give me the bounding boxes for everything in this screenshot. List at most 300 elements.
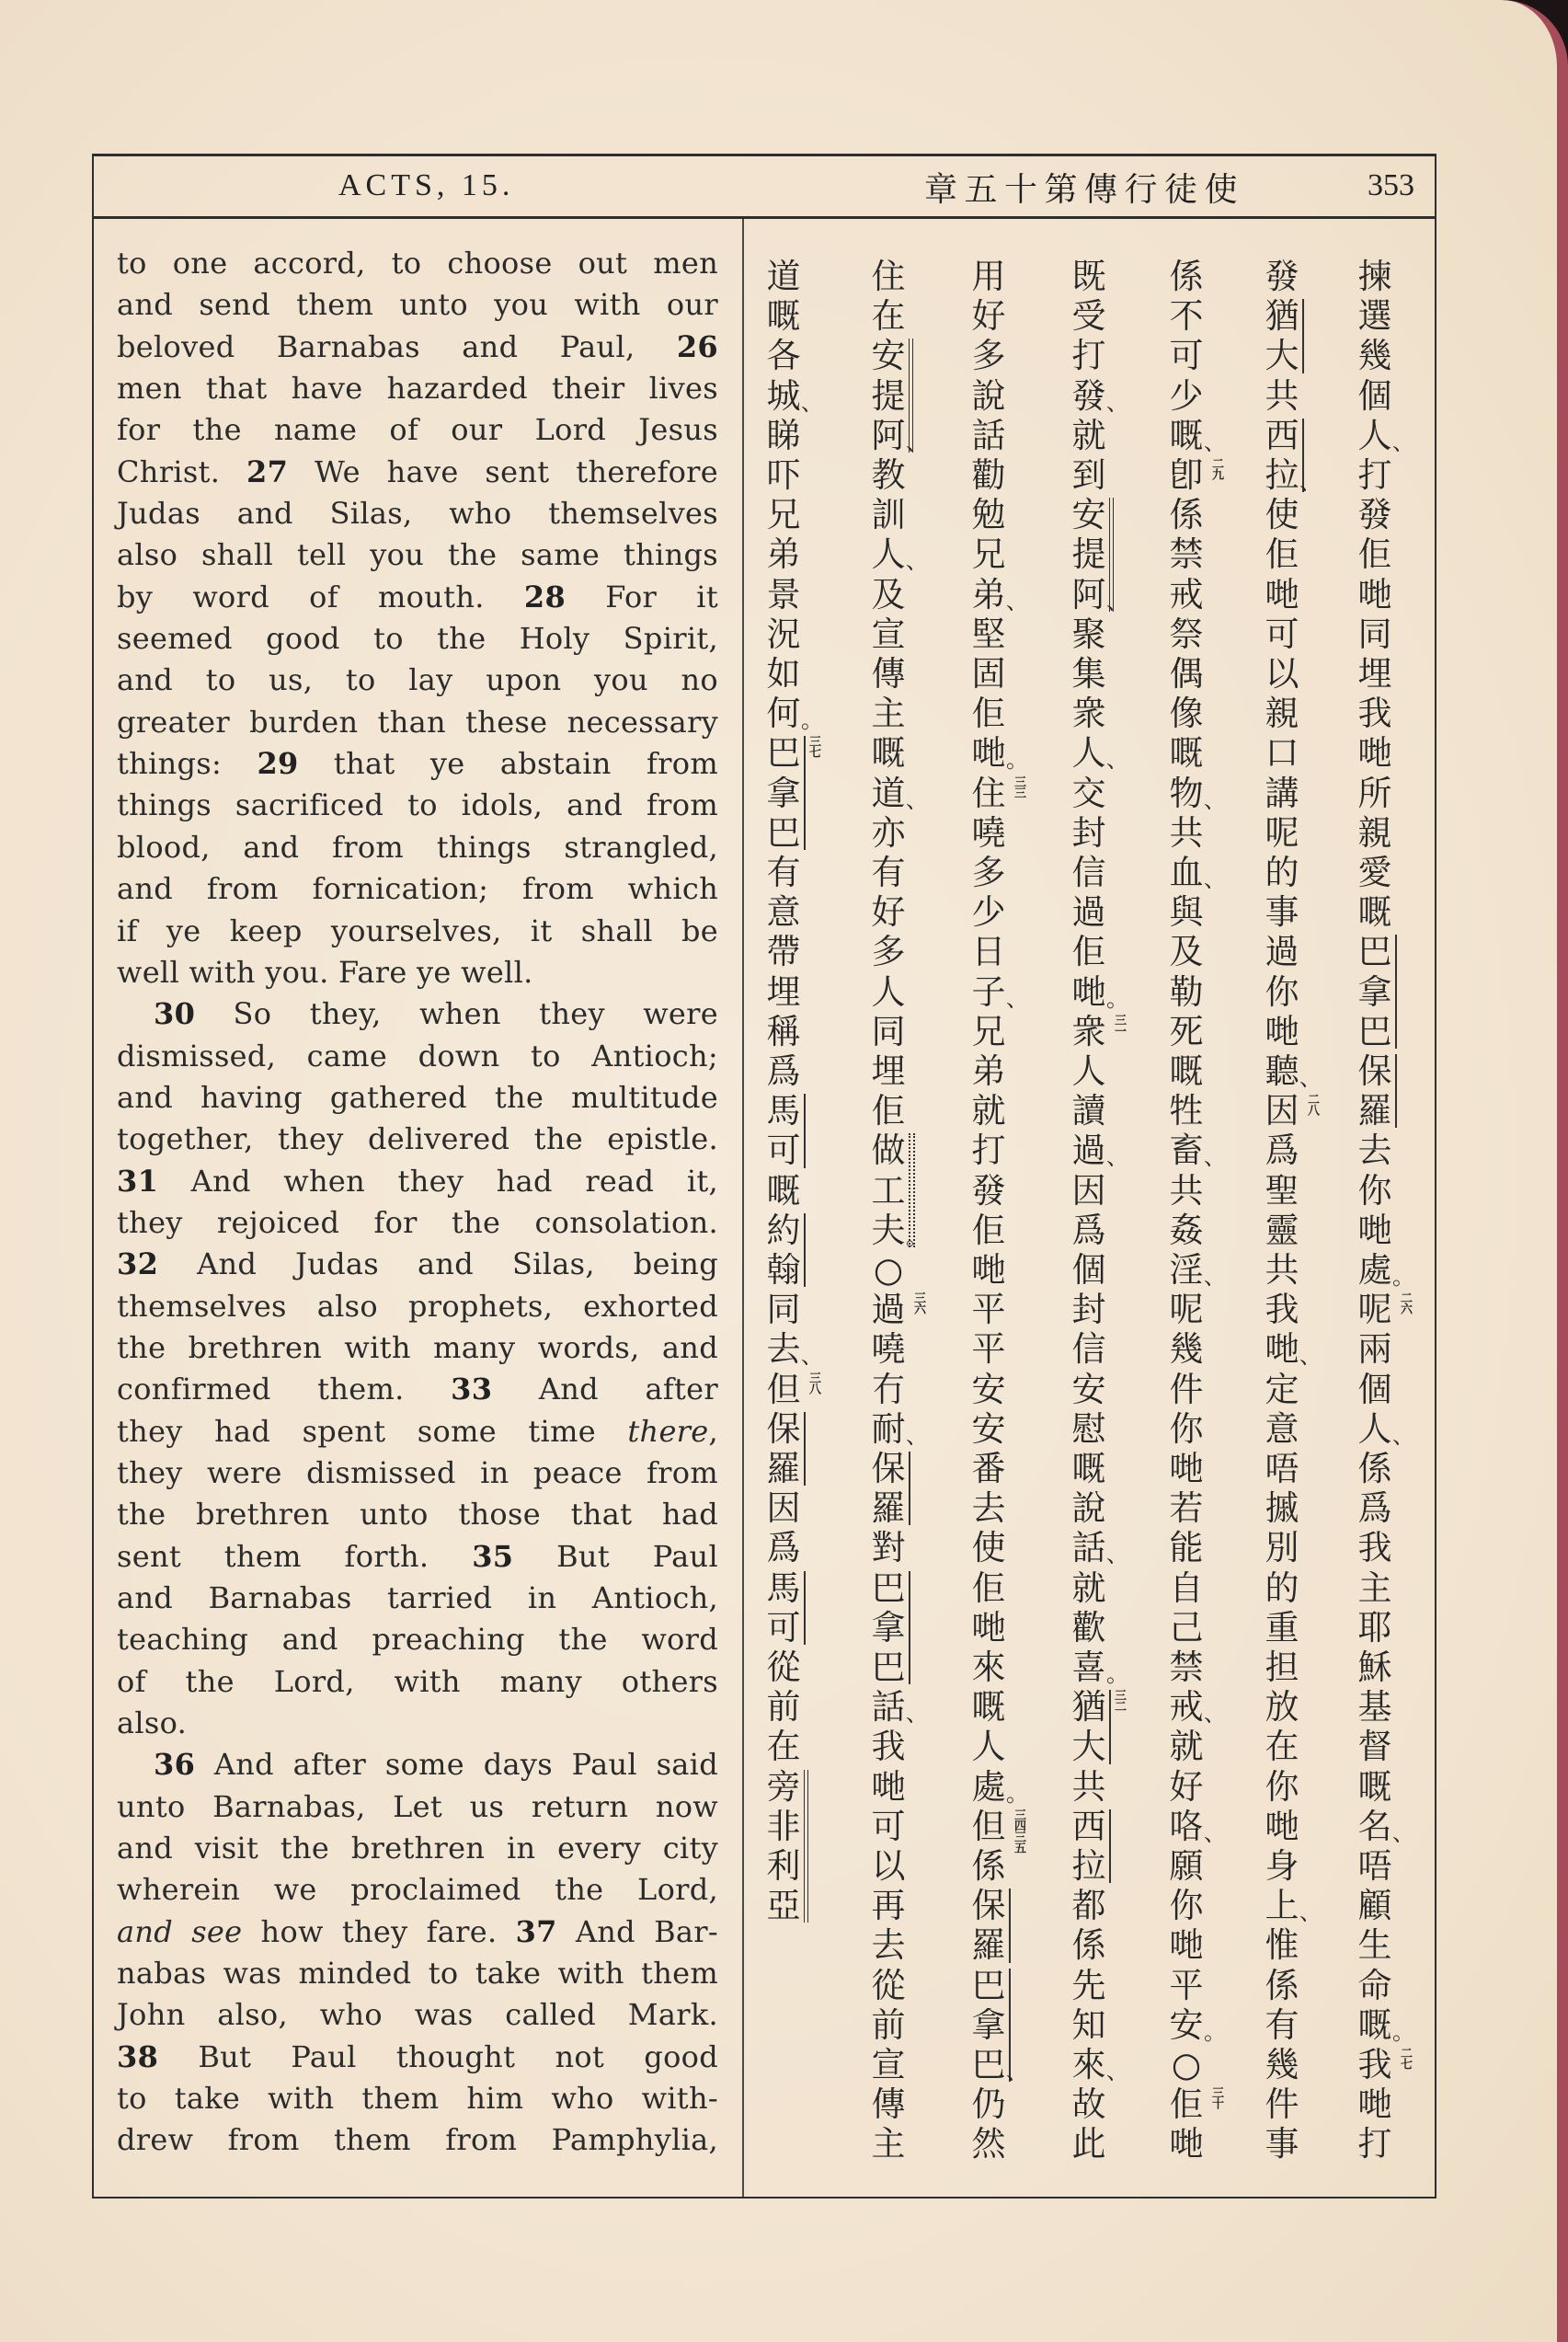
verse-number: 三七 <box>807 735 820 758</box>
cjk-char: 偶 <box>1169 654 1204 694</box>
cjk-char: 哋 <box>1169 1925 1204 1966</box>
cjk-char: 哋 <box>1357 1210 1392 1250</box>
cjk-char: 靈 <box>1265 1210 1299 1250</box>
english-text-run: and visit the brethren in every city <box>117 1831 718 1866</box>
english-text-run: together, they delivered the epistle. <box>117 1121 718 1157</box>
proper-name-mark <box>804 1571 806 1645</box>
cjk-char: 大 <box>1071 1727 1106 1767</box>
proper-name-mark <box>909 1452 910 1525</box>
cjk-char: 去 <box>1357 1131 1392 1171</box>
english-text-run: Judas and Silas, who themselves <box>117 496 718 532</box>
cjk-char: 畜 <box>1169 1131 1204 1171</box>
cjk-char: 我 <box>1357 2045 1392 2084</box>
proper-name-mark <box>1302 299 1304 373</box>
cjk-char: 同 <box>871 1011 906 1051</box>
english-line <box>117 284 718 326</box>
cjk-char: 愛 <box>1357 853 1392 892</box>
cjk-char: 人 <box>871 971 906 1012</box>
cjk-char: 弟 <box>766 534 801 575</box>
english-line <box>117 868 718 910</box>
cjk-char: 安 <box>1071 1369 1106 1409</box>
punctuation: 、 <box>1204 1701 1226 1728</box>
cjk-char: 嘵 <box>971 812 1006 853</box>
english-line <box>117 1578 718 1619</box>
cjk-char: 係 <box>1265 1965 1299 2005</box>
cjk-char: 哋 <box>1265 1806 1299 1846</box>
punctuation: 、 <box>906 786 928 813</box>
cjk-char: 巴 <box>871 1647 906 1687</box>
cjk-char: 歡 <box>1071 1607 1106 1647</box>
cjk-char: 佢 <box>971 694 1006 734</box>
cjk-char: 口 <box>1265 733 1299 774</box>
cjk-char: 在 <box>871 296 906 337</box>
cjk-char: 親 <box>1357 812 1392 853</box>
english-text-run: to one accord, to choose out men <box>117 246 718 281</box>
cjk-char: 嘅 <box>1169 415 1204 455</box>
punctuation: 、 <box>1006 2059 1028 2084</box>
cjk-char: 羅 <box>766 1449 801 1488</box>
cjk-char: 安 <box>971 1408 1006 1449</box>
cjk-char: 住 <box>871 257 906 296</box>
english-text-run: the brethren unto those that had <box>117 1497 718 1533</box>
cjk-char: 呢 <box>1265 812 1299 853</box>
verse-number: 37 <box>515 1913 557 1949</box>
cjk-char: 哋 <box>1265 1329 1299 1370</box>
cjk-char: 基 <box>1357 1687 1392 1728</box>
english-text-run: sent them forth. <box>117 1538 473 1574</box>
cjk-char: 可 <box>871 1806 906 1846</box>
cjk-char: 主 <box>871 694 906 734</box>
verse-number: 32 <box>117 1246 159 1282</box>
cjk-char: 與 <box>1169 892 1204 933</box>
cjk-char: 生 <box>1357 1925 1392 1966</box>
cjk-char: 不 <box>1169 296 1204 337</box>
cjk-char: 兩 <box>1357 1329 1392 1370</box>
english-text-run: if ye keep yourselves, it shall be <box>117 913 718 948</box>
cjk-char: 故 <box>1071 2084 1106 2125</box>
cjk-char: 亦 <box>871 812 906 853</box>
verse-number: 二八 <box>1305 1093 1319 1116</box>
cjk-char: 聖 <box>1265 1170 1299 1211</box>
cjk-char: 安 <box>971 1369 1006 1409</box>
english-line <box>117 952 718 993</box>
proper-name-mark <box>1109 1809 1111 1883</box>
cjk-char: 主 <box>871 2124 906 2164</box>
cjk-char: 去 <box>971 1488 1006 1529</box>
cjk-char: 人 <box>1071 1051 1106 1091</box>
verse-number: 二六 <box>1398 1292 1412 1315</box>
cjk-char: 以 <box>1265 654 1299 694</box>
cjk-char: 哋 <box>1169 2124 1204 2164</box>
cjk-char: 可 <box>1265 614 1299 654</box>
english-line <box>117 1953 718 1994</box>
english-line <box>117 1161 718 1202</box>
cjk-char: 就 <box>1169 1727 1204 1767</box>
english-line <box>117 743 718 785</box>
verse-number: 29 <box>257 746 299 782</box>
english-text-run: And after <box>492 1372 718 1407</box>
cjk-char: 提 <box>871 375 906 416</box>
punctuation: 、 <box>1392 429 1414 455</box>
punctuation: 。 <box>1392 2018 1414 2045</box>
cjk-char: 身 <box>1265 1846 1299 1886</box>
english-line <box>117 1077 718 1119</box>
place-name-mark <box>804 1770 808 1923</box>
cjk-char: 受 <box>1071 296 1106 337</box>
cjk-char: 係 <box>971 1846 1006 1886</box>
cjk-char: 對 <box>871 1528 906 1568</box>
cjk-char: 哋 <box>1071 971 1106 1012</box>
cjk-char: 冇 <box>871 1369 906 1409</box>
cjk-char: 名 <box>1357 1806 1392 1846</box>
cjk-char: 阿 <box>1071 574 1106 614</box>
cjk-char: 可 <box>766 1131 801 1171</box>
verse-number: 二九 <box>1209 457 1223 479</box>
english-line <box>117 1369 718 1410</box>
punctuation: 、 <box>801 1343 823 1370</box>
cjk-char: 係 <box>1169 257 1204 296</box>
english-line <box>117 1202 718 1244</box>
cjk-char: 猶 <box>1265 296 1299 337</box>
verse-number: 26 <box>676 328 718 364</box>
punctuation: 、 <box>1106 389 1128 416</box>
header-rule <box>92 216 1436 219</box>
cjk-char: 讀 <box>1071 1091 1106 1131</box>
punctuation: 、 <box>906 548 928 575</box>
cjk-char: 在 <box>1265 1727 1299 1767</box>
cjk-char: 物 <box>1169 773 1204 813</box>
cjk-char: 勉 <box>971 495 1006 535</box>
english-text-run: dismissed, came down to Antioch; <box>117 1038 718 1073</box>
cjk-char: 打 <box>1357 2124 1392 2164</box>
cjk-char: 戒 <box>1169 574 1204 614</box>
cjk-char: 安 <box>1169 2004 1204 2045</box>
cjk-char: 何 <box>766 694 801 734</box>
cjk-char: 羅 <box>971 1925 1006 1966</box>
cjk-char: 堅 <box>971 614 1006 654</box>
verse-number: 38 <box>117 2038 159 2074</box>
cjk-char: 幾 <box>1357 336 1392 376</box>
proper-name-mark <box>1395 935 1397 1049</box>
english-text-run: also shall tell you the same things <box>117 537 718 573</box>
english-line <box>117 243 718 284</box>
cjk-char: 使 <box>971 1528 1006 1568</box>
cjk-char: 多 <box>971 853 1006 892</box>
english-line <box>117 993 718 1035</box>
english-text-run: But Paul <box>513 1538 718 1574</box>
cjk-char: 佢 <box>1071 932 1106 972</box>
cjk-char: 共 <box>1265 1250 1299 1290</box>
cjk-char: 我 <box>1357 694 1392 734</box>
cjk-char: 因 <box>1265 1091 1299 1131</box>
english-text-run: the brethren with many words, and <box>117 1329 718 1365</box>
cjk-char: 耶 <box>1357 1607 1392 1647</box>
english-line <box>117 2119 718 2161</box>
cjk-char: 夫 <box>871 1210 906 1250</box>
cjk-char: 封 <box>1071 812 1106 853</box>
punctuation: 。 <box>1006 1780 1028 1807</box>
cjk-char: 爲 <box>1265 1131 1299 1171</box>
cjk-char: 話 <box>1071 1528 1106 1568</box>
cjk-char: 日 <box>971 932 1006 972</box>
cjk-char: 子 <box>971 971 1006 1012</box>
cjk-char: 過 <box>871 1290 906 1330</box>
cjk-char: 發 <box>971 1170 1006 1211</box>
cjk-char: 幾 <box>1169 1329 1204 1370</box>
cjk-char: 共 <box>1169 812 1204 853</box>
cjk-char: 宣 <box>871 2045 906 2084</box>
cjk-char: 同 <box>766 1290 801 1330</box>
cjk-char: 發 <box>1357 495 1392 535</box>
cjk-char: 聚 <box>1071 614 1106 654</box>
cjk-char: 佢 <box>1169 2084 1204 2125</box>
cjk-char: 弟 <box>971 574 1006 614</box>
cjk-char: 在 <box>766 1727 801 1767</box>
cjk-char: 吓 <box>766 455 801 495</box>
cjk-char: 禁 <box>1169 1647 1204 1687</box>
english-text-run: for the name of our Lord Jesus <box>117 412 718 448</box>
cjk-char: 哋 <box>971 1250 1006 1290</box>
cjk-char: 別 <box>1265 1528 1299 1568</box>
cjk-char: 哋 <box>871 1766 906 1807</box>
cjk-char: 卽 <box>1169 455 1204 495</box>
proper-name-mark <box>1109 1690 1111 1763</box>
cjk-char: 多 <box>871 932 906 972</box>
punctuation: 、 <box>801 389 823 416</box>
cjk-char: 教 <box>871 455 906 495</box>
cjk-char: 少 <box>971 892 1006 933</box>
cjk-char: 嘅 <box>1169 1051 1204 1091</box>
english-text-run: and from fornication; from which <box>117 871 718 907</box>
english-line <box>117 1036 718 1077</box>
cjk-char: 好 <box>971 296 1006 337</box>
cjk-char: 揀 <box>1357 257 1392 296</box>
punctuation: 、 <box>1299 469 1322 495</box>
english-line <box>117 1244 718 1285</box>
cjk-char: 拉 <box>1265 455 1299 495</box>
cjk-char: 先 <box>1071 1965 1106 2005</box>
cjk-char: 唔 <box>1357 1846 1392 1886</box>
punctuation: 。 <box>1392 1264 1414 1290</box>
cjk-char: 打 <box>1357 455 1392 495</box>
english-text-run: seemed good to the Holy Spirit, <box>117 621 718 657</box>
cjk-char: 督 <box>1357 1727 1392 1767</box>
cjk-char: 城 <box>766 375 801 416</box>
english-line <box>117 1786 718 1828</box>
cjk-char: 拿 <box>766 773 801 813</box>
cjk-char: 嘅 <box>1357 892 1392 933</box>
cjk-char: 親 <box>1265 694 1299 734</box>
cjk-char: 主 <box>1357 1567 1392 1608</box>
cjk-char: 選 <box>1357 296 1392 337</box>
cjk-char: 耐 <box>871 1408 906 1449</box>
cjk-char: 穌 <box>1357 1647 1392 1687</box>
cjk-char: 我 <box>1357 1528 1392 1568</box>
cjk-char: 及 <box>1169 932 1204 972</box>
verse-number: 28 <box>523 579 567 614</box>
cjk-char: 說 <box>1071 1488 1106 1529</box>
verse-number: 三六 <box>911 1292 925 1315</box>
english-line <box>117 409 718 451</box>
english-line <box>117 1661 718 1703</box>
cjk-char: 像 <box>1169 694 1204 734</box>
proper-name-mark <box>804 1213 806 1287</box>
cjk-char: 埋 <box>1357 654 1392 694</box>
cjk-char: 血 <box>1169 853 1204 892</box>
cjk-char: 爲 <box>766 1051 801 1091</box>
english-line <box>117 2037 718 2078</box>
english-line <box>117 534 718 576</box>
cjk-char: 佢 <box>871 1091 906 1131</box>
cjk-char: 平 <box>1169 1965 1204 2005</box>
running-head-english: ACTS, 15. <box>338 168 515 202</box>
cjk-char: 你 <box>1169 1408 1204 1449</box>
cjk-char: 個 <box>1357 1369 1392 1409</box>
cjk-char: 約 <box>766 1210 801 1250</box>
punctuation: 。 <box>906 1223 928 1250</box>
english-text-run: and having gathered the multitude <box>117 1079 718 1115</box>
cjk-char: 姦 <box>1169 1210 1204 1250</box>
cjk-char: 嘅 <box>1071 1449 1106 1488</box>
cjk-char: 過 <box>1265 932 1299 972</box>
cjk-char: 西 <box>1265 415 1299 455</box>
cjk-char: 嘵 <box>871 1329 906 1370</box>
english-text-run: blood, and from things strangled, <box>117 829 718 865</box>
cjk-char: 來 <box>971 1647 1006 1687</box>
english-line <box>117 493 718 534</box>
cjk-char: 戒 <box>1169 1687 1204 1728</box>
cjk-char: 兄 <box>766 495 801 535</box>
cjk-char: 若 <box>1169 1488 1204 1529</box>
cjk-char: 知 <box>1071 2004 1106 2045</box>
cjk-char: 巴 <box>971 2045 1006 2084</box>
cjk-char: 巴 <box>1357 932 1392 972</box>
cjk-char: 佢 <box>971 1210 1006 1250</box>
cjk-char: 前 <box>871 2004 906 2045</box>
cjk-char: 爲 <box>766 1528 801 1568</box>
cjk-char: 如 <box>766 654 801 694</box>
english-line <box>117 327 718 368</box>
cjk-char: 因 <box>1071 1170 1106 1211</box>
punctuation: 、 <box>1204 429 1226 455</box>
cjk-char: 你 <box>1357 1170 1392 1211</box>
cjk-char: 有 <box>871 853 906 892</box>
punctuation: 、 <box>1392 1422 1414 1449</box>
cjk-char: 共 <box>1265 375 1299 416</box>
cjk-char: 嘅 <box>1357 1766 1392 1807</box>
cjk-char: 傳 <box>871 654 906 694</box>
cjk-char: 呢 <box>1357 1290 1392 1330</box>
cjk-char: 勒 <box>1169 971 1204 1012</box>
cjk-char: 係 <box>1071 1925 1106 1966</box>
cjk-char: 件 <box>1265 2084 1299 2125</box>
punctuation: 、 <box>1204 1820 1226 1846</box>
cjk-char: 大 <box>1265 336 1299 376</box>
punctuation: 、 <box>1299 1900 1322 1926</box>
punctuation: 。 <box>801 707 823 734</box>
punctuation: 、 <box>1204 1144 1226 1171</box>
cjk-char: 有 <box>766 853 801 892</box>
english-text-run: that ye abstain from <box>298 746 718 782</box>
proper-name-mark <box>804 1094 806 1167</box>
cjk-char: 訓 <box>871 495 906 535</box>
english-text-run: men that have hazarded their lives <box>117 371 718 407</box>
cjk-char: 睇 <box>766 415 801 455</box>
cjk-char: 景 <box>766 574 801 614</box>
cjk-char: 巴 <box>871 1567 906 1608</box>
english-text-run: and to us, to lay upon you no <box>117 662 718 698</box>
chinese-text-column <box>745 220 1436 2196</box>
cjk-char: 哋 <box>1357 574 1392 614</box>
cjk-char: 能 <box>1169 1528 1204 1568</box>
cjk-char: 你 <box>1265 971 1299 1012</box>
english-line <box>117 1411 718 1452</box>
punctuation: 、 <box>1204 867 1226 892</box>
english-text-run: they were dismissed in peace from <box>117 1454 718 1490</box>
cjk-char: 嘅 <box>1169 733 1204 774</box>
cjk-char: 都 <box>1071 1886 1106 1926</box>
english-text-run: wherein we proclaimed the Lord, <box>117 1872 718 1908</box>
cjk-char: 猶 <box>1071 1687 1106 1728</box>
italic-text: there <box>627 1413 709 1449</box>
cjk-char: 聽 <box>1265 1051 1299 1091</box>
cjk-char: 去 <box>766 1329 801 1370</box>
cjk-char: 人 <box>971 1727 1006 1767</box>
cjk-char: 好 <box>1169 1766 1204 1807</box>
cjk-char: 嘅 <box>871 733 906 774</box>
english-text-run: well with you. Fare ye well. <box>117 954 533 990</box>
cjk-char: 意 <box>766 892 801 933</box>
cjk-char: 哋 <box>1357 2084 1392 2125</box>
cjk-char: 從 <box>871 1965 906 2005</box>
italic-text: and see <box>117 1913 243 1949</box>
english-text-run: they had spent some time <box>117 1413 628 1449</box>
cjk-char: 非 <box>766 1806 801 1846</box>
punctuation: 、 <box>1106 1542 1128 1568</box>
english-text-run: and Barnabas tarried in Antioch, <box>117 1580 718 1615</box>
cjk-char: 放 <box>1265 1687 1299 1728</box>
cjk-char: 死 <box>1169 1011 1204 1051</box>
cjk-char: 人 <box>871 534 906 575</box>
cjk-char: 唔 <box>1265 1449 1299 1488</box>
cjk-char: 平 <box>971 1290 1006 1330</box>
cjk-char: 況 <box>766 614 801 654</box>
cjk-char: 己 <box>1169 1607 1204 1647</box>
cjk-char: 我 <box>871 1727 906 1767</box>
cjk-char: 道 <box>871 773 906 813</box>
cjk-char: 慰 <box>1071 1408 1106 1449</box>
english-text-run: unto Barnabas, Let us return now <box>117 1788 718 1824</box>
cjk-char: 集 <box>1071 654 1106 694</box>
cjk-char: 共 <box>1169 1170 1204 1211</box>
cjk-char: 可 <box>766 1607 801 1647</box>
cjk-char: 馬 <box>766 1091 801 1131</box>
cjk-char: 因 <box>766 1488 801 1529</box>
proper-name-mark <box>804 736 806 850</box>
cjk-char: 同 <box>1357 614 1392 654</box>
verse-number: 35 <box>472 1538 514 1574</box>
cjk-char: 嘅 <box>766 1170 801 1211</box>
english-line <box>117 785 718 826</box>
english-text-run: And Bar- <box>556 1913 718 1949</box>
cjk-char: 共 <box>1071 1766 1106 1807</box>
english-line <box>117 1703 718 1744</box>
cjk-char: 信 <box>1071 853 1106 892</box>
cjk-char: 保 <box>871 1449 906 1488</box>
proper-name-mark <box>909 1571 910 1685</box>
punctuation: 、 <box>1204 786 1226 813</box>
cjk-char: 宣 <box>871 614 906 654</box>
